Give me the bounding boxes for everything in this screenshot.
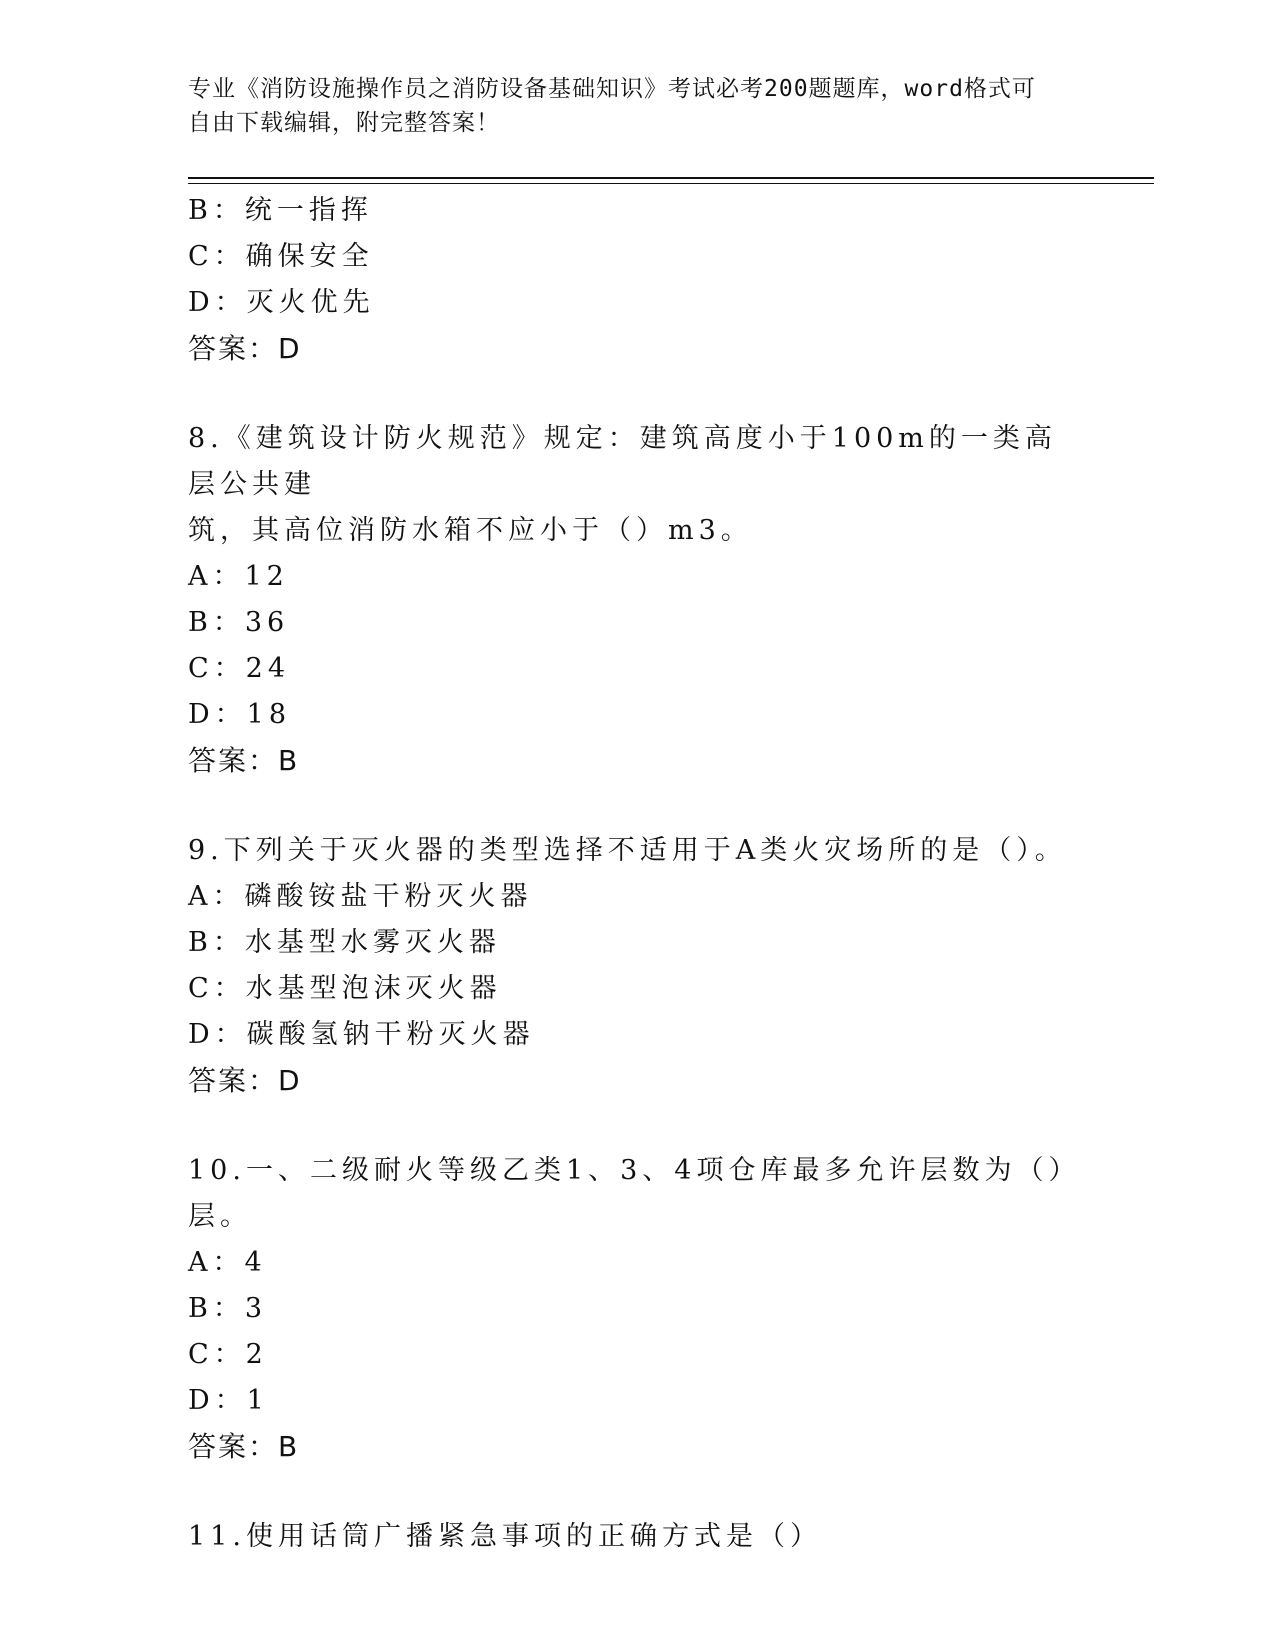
question-text: 11.使用话筒广播紧急事项的正确方式是（）: [188, 1521, 822, 1552]
question-11-block: [188, 1514, 1088, 1560]
option-c: C：24: [188, 653, 291, 684]
option-a: A：磷酸铵盐干粉灭火器: [188, 881, 533, 912]
option-a: A：4: [188, 1247, 267, 1278]
question-text: 8.《建筑设计防火规范》规定：建筑高度小于100m的一类高层公共建: [188, 423, 1057, 500]
option-b: B：36: [188, 607, 290, 638]
option-d: D：灭火优先: [188, 287, 375, 318]
question-10-block: [188, 1148, 1088, 1470]
option-d: D：碳酸氢钠干粉灭火器: [188, 1019, 535, 1050]
prev-question-block: [188, 188, 1088, 372]
header-line-1: 专业《消防设施操作员之消防设备基础知识》考试必考200题题库，word格式可: [188, 76, 1036, 102]
option-c: C：确保安全: [188, 241, 374, 272]
answer-line: 答案：D: [188, 332, 302, 365]
question-text: 10.一、二级耐火等级乙类1、3、4项仓库最多允许层数为（）层。: [188, 1155, 1081, 1232]
option-a: A：12: [188, 561, 289, 592]
header-divider-thick: [188, 177, 1154, 179]
answer-line: 答案：D: [188, 1064, 302, 1097]
question-list: [188, 188, 1088, 1560]
option-b: B：3: [188, 1293, 268, 1324]
question-8-block: [188, 416, 1088, 784]
answer-line: 答案：B: [188, 1430, 300, 1463]
option-b: B：统一指挥: [188, 195, 373, 226]
header-divider-thin: [188, 183, 1154, 184]
header-line-2: 自由下载编辑，附完整答案！: [188, 110, 500, 136]
option-b: B：水基型水雾灭火器: [188, 927, 501, 958]
option-c: C：2: [188, 1339, 268, 1370]
answer-line: 答案：B: [188, 744, 300, 777]
option-d: D：18: [188, 699, 292, 730]
option-c: C：水基型泡沫灭火器: [188, 973, 502, 1004]
question-9-block: [188, 828, 1088, 1104]
question-text-cont: 筑，其高位消防水箱不应小于（）m3。: [188, 515, 753, 546]
option-d: D：1: [188, 1385, 269, 1416]
question-text: 9.下列关于灭火器的类型选择不适用于A类火灾场所的是（）。: [188, 835, 1067, 866]
document-header: [188, 72, 1068, 140]
